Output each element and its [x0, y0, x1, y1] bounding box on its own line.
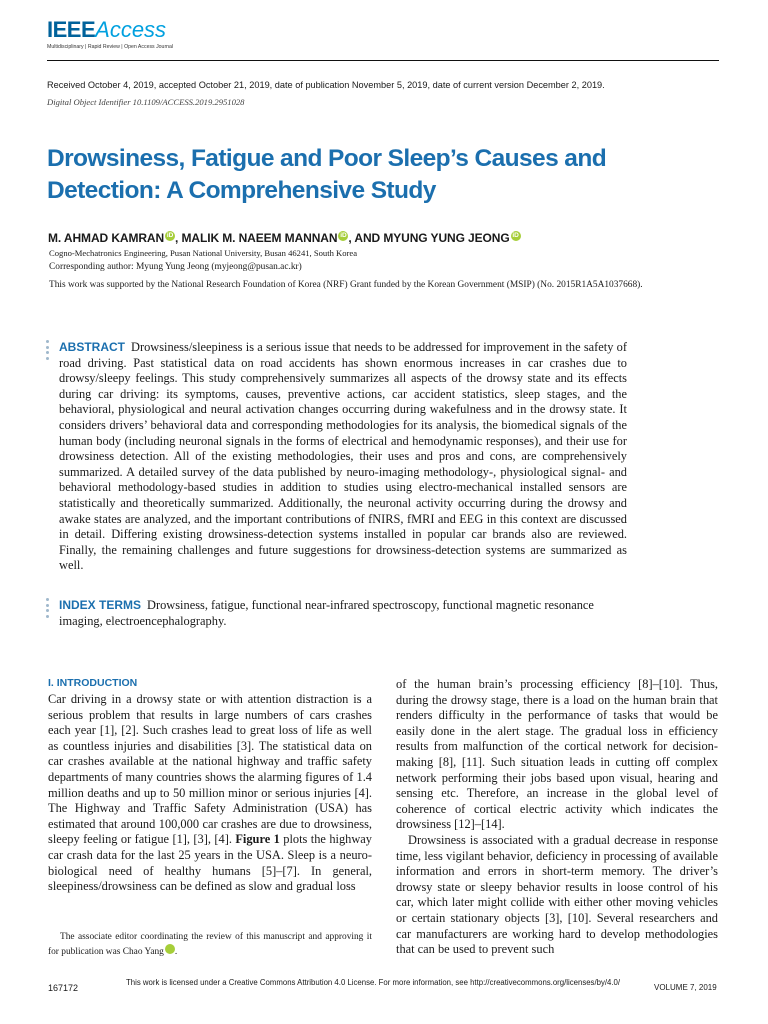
page-number: 167172 [48, 983, 79, 993]
index-terms [59, 598, 639, 629]
right-column [396, 677, 718, 958]
abstract [59, 340, 627, 574]
paper-title: Drowsiness, Fatigue and Poor Sleep’s Causes and Detection: A Comprehensive Study [47, 145, 607, 204]
license-notice[interactable]: This work is licensed under a Creative Commons Attribution 4.0 License. For more information, see http://creativecommons.org/licenses/by/4.0/ [126, 978, 621, 987]
left-column [48, 676, 372, 895]
figure-1-link[interactable]: Figure 1 [235, 832, 280, 847]
logo-access: Access [95, 17, 167, 42]
intro-paragraph-3: Drowsiness is associated with a gradual decrease in response time, less vigilant behavior, deficiency in processing of available information and errors in short-term memory. The driver’s drowsy state or sleepy behavior results in loose control of his car, which later might collide with either other moving vehicles or certain stationary objects [3], [10]. Several researchers and car manufacturers are working hard to develop methodologies that can be used to prevent such [396, 832, 718, 957]
orcid-icon[interactable]: iD [340, 232, 347, 239]
abstract-text: Drowsiness/sleepiness is a serious issue that needs to be addressed for improvement in the safety of road driving. Past statistical data on road accidents has shown enormous increases in car crashes due to drowsy/sleepy feelings. This study comprehensively summarizes all aspects of the drowsy state and its effects during car driving: its symptoms, causes, preventive actions, car accident statistics, sleep stages, and the behavioral, physiological and neural activation changes occurring during wakefulness and in the drowsy state. It considers drivers’ behavioral data and corresponding methodologies for its analysis, the biomedical signals of the human body (including neuronal signals in the forms of electrical and hemodynamic responses), and their use for drowsiness detection. All of the existing methodologies, their uses and pros and cons, are comprehensively summarized. A detailed survey of the data published by neuro-imaging methodology-, physiological signal- and behavioral methodology-based studies in addition to studies using electro-mechanical installed sensors are statistically and theoretically summarized. Additionally, the neuronal activity occurring during the drowsy and awake states are analyzed, and the important contributions of fNIRS, fMRI and EEG in this context are discussed in detail. Differing existing drowsiness-detection systems installed in popular car brands also are reviewed. Finally, the remaining challenges and future suggestions for drowsiness-detection systems are summarized as well. [59, 340, 627, 573]
affiliation: Cogno-Mechatronics Engineering, Pusan National University, Busan 46241, South Korea [49, 248, 358, 258]
intro-paragraph-1: Car driving in a drowsy state or with attention distraction is a serious problem that results in large numbers of cars crashes each year [1], [2]. Such crashes lead to great loss of life as well as countless injuries and disabilities [3]. The statistical data on car crashes available at the national highway and traffic safety departments of many countries shows the alarming figures of 1.4 million deaths and up to 50 million minor or serious injuries [4]. The Highway and Traffic Safety Administration (USA) has estimated that around 100,000 car crashes are due to drowsiness, sleepy feeling or fatigue [1], [3], [4]. Figure 1 plots the highway car crash data for the last 25 years in the USA. Sleep is a neuro-biological need of healthy humans [5]–[7]. In general, sleepiness/drowsiness can be defined as slow and gradual loss [48, 692, 373, 894]
corresponding-author: Corresponding author: Myung Yung Jeong (myjeong@pusan.ac.kr) [49, 262, 302, 272]
index-terms-label: INDEX TERMS [59, 598, 142, 612]
author-mannan: , MALIK M. NAEEM MANNAN [175, 231, 338, 245]
funding-note: This work was supported by the National Research Foundation of Korea (NRF) Grant funded by the Korean Government (MSIP) (No. 2015R1A5A1037668). [49, 280, 643, 290]
logo-ieee: IEEE [47, 17, 96, 42]
index-terms-dots-icon [46, 598, 49, 620]
editor-footnote: The associate editor coordinating the review of this manuscript and approving it for publication was Chao Yang iD. [48, 932, 372, 957]
orcid-icon[interactable]: iD [166, 232, 174, 239]
section-heading-introduction: I. INTRODUCTION [48, 677, 138, 689]
author-kamran: M. AHMAD KAMRAN [48, 231, 165, 245]
orcid-icon[interactable]: iD [512, 232, 519, 239]
abstract-label: ABSTRACT [59, 340, 125, 354]
intro-paragraph-2: of the human brain’s processing efficiency [8]–[10]. Thus, during the drowsy stage, there is a load on the human brain that renders difficulty in the performance of tasks that would be easily done in the alert stage. The gradual loss in efficiency results from malfunction of the cortical network for decision-making [8], [11]. Such situation leads in cutting off complex network performing their jobs based upon visual, hearing and sensing etc. Therefore, an increase in the global level of coherence of cortical electric activity which indicates the drowsiness [12]–[14]. [396, 677, 718, 832]
author-jeong: , AND MYUNG YUNG JEONG [348, 231, 510, 245]
doi-line[interactable]: Digital Object Identifier 10.1109/ACCESS.2019.2951028 [47, 97, 245, 107]
index-terms-text: Drowsiness, fatigue, functional near-infrared spectroscopy, functional magnetic resonance imaging, electroencephalography. [59, 598, 594, 628]
volume-label: VOLUME 7, 2019 [654, 983, 717, 992]
header-divider [47, 60, 719, 61]
journal-logo [47, 18, 173, 50]
orcid-icon[interactable]: iD [165, 944, 175, 954]
abstract-dots-icon [46, 340, 49, 362]
logo-tagline: Multidisciplinary | Rapid Review | Open Access Journal [47, 44, 174, 50]
author-list [48, 231, 521, 245]
received-dates: Received October 4, 2019, accepted October 21, 2019, date of publication November 5, 2019, date of current version December 2, 2019. [47, 80, 605, 90]
